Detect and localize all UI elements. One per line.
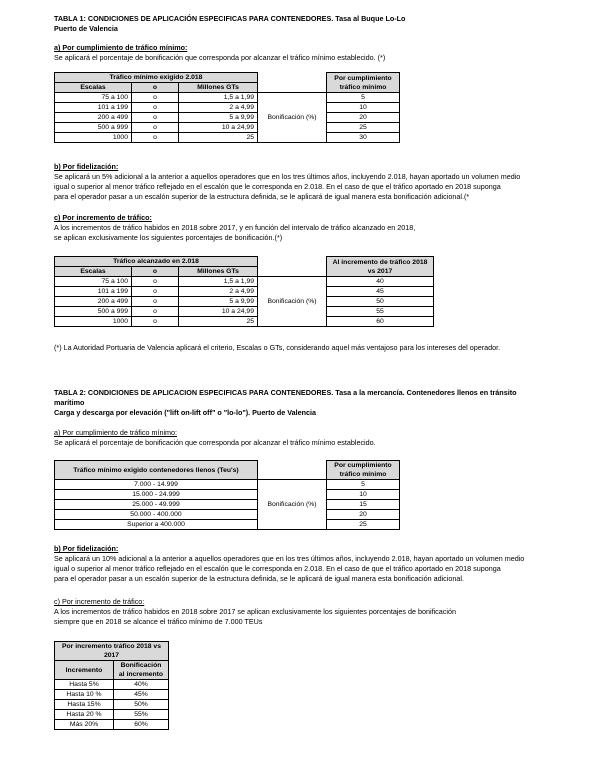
table-row: 1000 o 25 30 (55, 133, 400, 143)
tabla1-a-text: Se aplicará el porcentaje de bonificación que corresponda por alcanzar el tráfico mínimo establecido. (*) (54, 53, 386, 62)
table-row: 500 a 999 o 10 a 24,99 55 (55, 307, 434, 317)
table-row: 200 a 499 o 5 a 9,99 50 (55, 297, 434, 307)
tabla1-c-heading: c) Por incremento de tráfico: (54, 213, 152, 222)
tabla2-a-right-header: Por cumplimiento tráfico mínimo (327, 461, 400, 480)
tabla1-a-group-header: Tráfico mínimo exigido 2.018 (55, 73, 258, 83)
col-escalas: Escalas (55, 267, 132, 277)
tabla1-title-line2: Puerto de Valencia (54, 24, 118, 33)
table-row: Hasta 15% 50% (55, 700, 169, 710)
tabla1-a-heading: a) Por cumplimiento de tráfico mínimo: (54, 43, 188, 52)
tabla1-c-line: se aplican exclusivamente los siguientes porcentajes de bonificación.(*) (54, 233, 283, 242)
table-row: Más 20% 60% (55, 720, 169, 730)
tabla2-b-line: para el operador pasar a un escalón superior de la estructura definida, se le aplicará de igual manera esta bonificación adicional. (54, 574, 464, 583)
tabla1-table-c (54, 256, 434, 327)
tabla2-c-line: siempre que en 2018 se alcance el tráfico mínimo de 7.000 TEUs (54, 617, 263, 626)
table-row: 500 a 999 o 10 a 24,99 25 (55, 123, 400, 133)
col-o: o (132, 267, 179, 277)
bonificacion-label: Bonificación (%) (258, 480, 327, 530)
tabla1-a-right-header: Por cumplimiento tráfico mínimo (327, 73, 400, 93)
col-incremento: Incremento (55, 661, 114, 680)
tabla2-title-line1: TABLA 2: CONDICIONES DE APLICACION ESPECIFICAS PARA CONTENEDORES. Tasa a la mercancía. Contenedores llenos en tránsito (54, 388, 517, 397)
tabla1-c-right-header: Al incremento de tráfico 2018 vs 2017 (327, 257, 434, 277)
tabla2-a-text: Se aplicará el porcentaje de bonificación que corresponda por alcanzar el tráfico mínimo establecido. (54, 438, 376, 447)
tabla2-c-header: Por incremento tráfico 2018 vs 2017 (55, 642, 169, 661)
col-gts: Millones GTs (179, 83, 258, 93)
tabla2-title-line2: marítimo (54, 398, 85, 407)
table-row: Hasta 10 % 45% (55, 690, 169, 700)
tabla1-c-group-header: Tráfico alcanzado en 2.018 (55, 257, 258, 267)
table-row: 75 a 100 o 1,5 a 1,99 Bonificación (%) 5 (55, 93, 400, 103)
tabla1-b-line: igual o superior al menor tráfico reflejado en el escalón que le corresponda en 2.018. En el caso de que el tráfico aportado en 2018 suponga (54, 182, 501, 191)
table-row: Hasta 5% 40% (55, 680, 169, 690)
tabla2-c-heading: c) Por incremento de tráfico: (54, 597, 145, 606)
col-escalas: Escalas (55, 83, 132, 93)
table-row: Superior a 400.000 25 (55, 520, 400, 530)
tabla1-b-heading: b) Por fidelización: (54, 162, 119, 171)
table-row: 15.000 - 24.999 10 (55, 490, 400, 500)
tabla2-a-heading: a) Por cumplimiento de tráfico mínimo: (54, 428, 178, 437)
tabla2-table-c (54, 641, 169, 730)
tabla2-b-heading: b) Por fidelización: (54, 544, 119, 553)
table-row: Hasta 20 % 55% (55, 710, 169, 720)
tabla2-title-line3: Carga y descarga por elevación ("lift on-lift off" o "lo-lo"). Puerto de Valencia (54, 408, 317, 417)
tabla1-c-line: A los incrementos de tráfico habidos en 2018 sobre 2017, y en función del intervalo de tráfico alcanzado en 2018, (54, 223, 416, 232)
col-o: o (132, 83, 179, 93)
tabla1-title-line1: TABLA 1: CONDICIONES DE APLICACIÓN ESPECIFICAS PARA CONTENEDORES. Tasa al Buque Lo-Lo (54, 14, 406, 23)
col-bonificacion: Bonificación al incremento (114, 661, 169, 680)
tabla1-b-line: Se aplicará un 5% adicional a la anterior a aquellos operadores que en los tres últimos años, incluyendo 2.018, hayan aportado un volumen medio (54, 172, 521, 181)
col-gts: Millones GTs (179, 267, 258, 277)
table-row: 101 a 199 o 2 a 4,99 10 (55, 103, 400, 113)
tabla1-footnote: (*) La Autoridad Portuaria de Valencia aplicará el criterio, Escalas o GTs, considerando aquel más ventajoso para los intereses del operador. (54, 343, 501, 352)
table-row: 75 a 100 o 1,5 a 1,99 Bonificación (%) 40 (55, 277, 434, 287)
table-row: 200 a 499 o 5 a 9,99 20 (55, 113, 400, 123)
tabla2-a-left-header: Tráfico mínimo exigido contenedores llenos (Teu's) (55, 461, 258, 480)
table-row: 50.000 - 400.000 20 (55, 510, 400, 520)
table-row: 7.000 - 14.999 Bonificación (%) 5 (55, 480, 400, 490)
table-row: 25.000 - 49.999 15 (55, 500, 400, 510)
tabla2-b-line: Se aplicará un 10% adicional a la anterior a aquellos operadores que en los tres últimos años, incluyendo 2.018, hayan aportado un volumen medio (54, 554, 525, 563)
bonificacion-label: Bonificación (%) (258, 93, 327, 143)
tabla2-b-line: igual o superior al menor tráfico reflejado en el escalón que le corresponda en 2.018. En el caso de que el tráfico aportado en 2018 suponga (54, 564, 501, 573)
tabla1-table-a (54, 72, 400, 143)
tabla2-table-a (54, 460, 400, 530)
tabla2-c-line: A los incrementos de tráfico habidos en 2018 sobre 2017 se aplican exclusivamente los siguientes porcentajes de bonificación (54, 607, 456, 616)
tabla1-b-line: para el operador pasar a un escalón superior de la estructura definida, se le aplicará de igual manera esta bonificación adicional.(* (54, 192, 470, 201)
table-row: 1000 o 25 60 (55, 317, 434, 327)
table-row: 101 a 199 o 2 a 4,99 45 (55, 287, 434, 297)
bonificacion-label: Bonificación (%) (258, 277, 327, 327)
